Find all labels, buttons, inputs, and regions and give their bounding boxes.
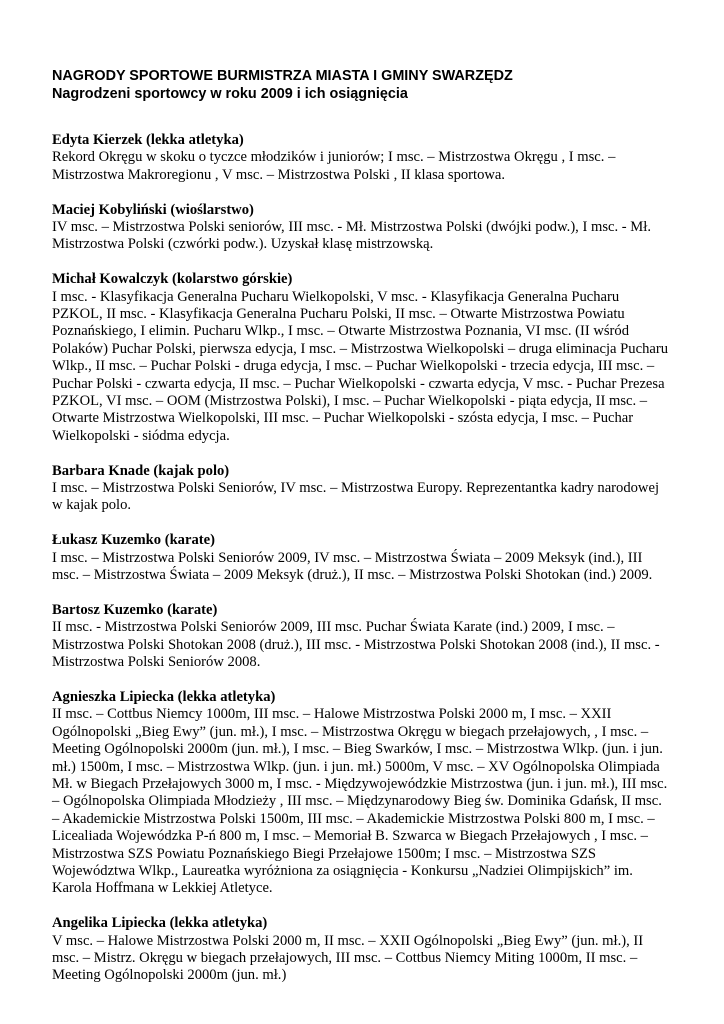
awardee-name: Agnieszka Lipiecka (lekka atletyka) bbox=[52, 688, 276, 705]
awardee-name: Angelika Lipiecka (lekka atletyka) bbox=[52, 915, 268, 932]
achievement-line: Poznańskiego, I elimin. Pucharu Wlkp., I msc. – Otwarte Mistrzostwa Poznania, VI msc. (II wśród bbox=[52, 323, 630, 340]
achievement-line: V msc. – Halowe Mistrzostwa Polski 2000 m, II msc. – XXII Ogólnopolski „Bieg Ewy” (jun. mł.), II bbox=[52, 932, 644, 949]
achievement-line: Puchar Polski - czwarta edycja, II msc. – Puchar Wielkopolski - czwarta edycja, V msc. - Puchar Prezesa bbox=[52, 375, 665, 392]
achievement-line: Ogólnopolski „Bieg Ewy” (jun. mł.), I msc. – Mistrzostwa Okręgu w biegach przełajowych, , I msc. – bbox=[52, 723, 649, 740]
awardee-name: Barbara Knade (kajak polo) bbox=[52, 462, 230, 479]
achievement-line: Polaków) Puchar Polski, pierwsza edycja, I msc. – Mistrzostwa Wielkopolski – druga eliminacja Pucharu bbox=[52, 340, 669, 357]
achievement-line: Karola Hoffmana w Lekkiej Atletyce. bbox=[52, 880, 273, 897]
awardee-entry bbox=[52, 915, 682, 985]
awardee-entry bbox=[52, 602, 682, 672]
awardee-name: Michał Kowalczyk (kolarstwo górskie) bbox=[52, 271, 293, 288]
achievement-line: Mistrzostwa Polski Shotokan 2008 (druż.), III msc. - Mistrzostwa Polski Shotokan 2008 (ind.), II msc. - bbox=[52, 636, 660, 653]
achievement-line: – Ogólnopolska Olimpiada Młodzieży , III msc. – Międzynarodowy Bieg św. Dominika Gdańsk, II msc. bbox=[52, 793, 662, 810]
achievement-line: PZKOL, VI msc. – OOM (Mistrzostwa Polski), I msc. – Puchar Wielkopolski - piąta edycja, II msc. – bbox=[52, 393, 648, 410]
achievement-line: Meeting Ogólnopolski 2000m (jun. mł.) bbox=[52, 967, 287, 984]
achievement-line: II msc. – Cottbus Niemcy 1000m, III msc. – Halowe Mistrzostwa Polski 2000 m, I msc. – XXII bbox=[52, 706, 612, 723]
achievement-line: II msc. - Mistrzostwa Polski Seniorów 2009, III msc. Puchar Świata Karate (ind.) 2009, I msc. – bbox=[52, 619, 615, 636]
achievement-line: Mistrzostwa Polski Seniorów 2008. bbox=[52, 654, 261, 671]
achievement-line: w kajak polo. bbox=[52, 497, 132, 514]
achievement-line: I msc. - Klasyfikacja Generalna Pucharu Wielkopolski, V msc. - Klasyfikacja Generalna Pucharu bbox=[52, 288, 620, 305]
achievement-line: Województwa Wlkp., Laureatka wyróżniona za osiągnięcia - Konkursu „Nadziei Olimpijskich” im. bbox=[52, 862, 633, 879]
achievement-line: Wielkopolski - siódma edycja. bbox=[52, 427, 230, 444]
awardee-entry bbox=[52, 463, 682, 515]
achievement-line: PZKOL, II msc. - Klasyfikacja Generalna Pucharu Polski, II msc. – Otwarte Mistrzostwa Powiatu bbox=[52, 306, 625, 323]
awardee-entry bbox=[52, 532, 682, 584]
achievement-line: I msc. – Mistrzostwa Polski Seniorów, IV msc. – Mistrzostwa Europy. Reprezentantka kadry narodowej bbox=[52, 480, 660, 497]
document-subtitle: Nagrodzeni sportowcy w roku 2009 i ich osiągnięcia bbox=[52, 86, 408, 102]
achievement-line: Wlkp., II msc. – Puchar Polski - druga edycja, I msc. – Puchar Wielkopolski - trzecia edycja, III msc. – bbox=[52, 358, 655, 375]
awardee-name: Łukasz Kuzemko (karate) bbox=[52, 532, 215, 549]
achievement-line: msc. – Mistrzostwa Świata – 2009 Meksyk (druż.), II msc. – Mistrzostwa Polski Shotokan (ind.) 2009. bbox=[52, 567, 653, 584]
achievement-line: Mistrzostwa SZS Powiatu Poznańskiego Biegi Przełajowe 1500m; I msc. – Mistrzostwa SZS bbox=[52, 845, 596, 862]
awardee-name: Maciej Kobyliński (wioślarstwo) bbox=[52, 201, 254, 218]
awardee-name: Bartosz Kuzemko (karate) bbox=[52, 601, 218, 618]
achievement-line: mł.) 1500m, I msc. – Mistrzostwa Wlkp. (jun. i jun. mł.) 5000m, V msc. – XV Ogólnopolska Olimpiada bbox=[52, 758, 660, 775]
achievement-line: – Akademickie Mistrzostwa Polski 1500m, III msc. – Akademickie Mistrzostwa Polski 800 m, I msc. – bbox=[52, 810, 655, 827]
awardee-name: Edyta Kierzek (lekka atletyka) bbox=[52, 132, 244, 148]
achievement-line: Rekord Okręgu w skoku o tyczce młodzików i juniorów; I msc. – Mistrzostwa Okręgu , I msc. – bbox=[52, 149, 616, 166]
document-title: NAGRODY SPORTOWE BURMISTRZA MIASTA I GMINY SWARZĘDZ bbox=[52, 68, 513, 84]
achievement-line: Meeting Ogólnopolski 2000m (jun. mł.), I msc. – Bieg Swarków, I msc. – Mistrzostwa Wlkp. (jun. i jun. bbox=[52, 741, 663, 758]
awardee-entry bbox=[52, 202, 682, 254]
awardee-entry bbox=[52, 132, 682, 184]
achievement-line: Mł. w Biegach Przełajowych 3000 m, I msc. - Międzywojewódzkie Mistrzostwa (jun. i jun. mł.), III msc. bbox=[52, 775, 668, 792]
achievement-line: Mistrzostwa Polski (czwórki podw.). Uzyskał klasę mistrzowską. bbox=[52, 236, 434, 253]
achievement-line: Mistrzostwa Makroregionu , V msc. – Mistrzostwa Polski , II klasa sportowa. bbox=[52, 166, 506, 183]
achievement-line: Otwarte Mistrzostwa Wielkopolski, III msc. – Puchar Wielkopolski - szósta edycja, I msc. – Puchar bbox=[52, 410, 634, 427]
achievement-line: I msc. – Mistrzostwa Polski Seniorów 2009, IV msc. – Mistrzostwa Świata – 2009 Meksyk (ind.), III bbox=[52, 549, 643, 566]
awardee-entry bbox=[52, 689, 682, 898]
awardee-entry bbox=[52, 271, 682, 445]
achievement-line: IV msc. – Mistrzostwa Polski seniorów, III msc. - Mł. Mistrzostwa Polski (dwójki podw.), I msc. - Mł. bbox=[52, 219, 651, 236]
awardee-list bbox=[52, 132, 682, 1002]
achievement-line: Licealiada Wojewódzka P-ń 800 m, I msc. – Memoriał B. Szwarca w Biegach Przełajowych , I msc. – bbox=[52, 828, 648, 845]
achievement-line: msc. – Mistrz. Okręgu w biegach przełajowych, III msc. – Cottbus Niemcy Miting 1000m, II msc. – bbox=[52, 949, 638, 966]
document-header bbox=[52, 67, 692, 103]
